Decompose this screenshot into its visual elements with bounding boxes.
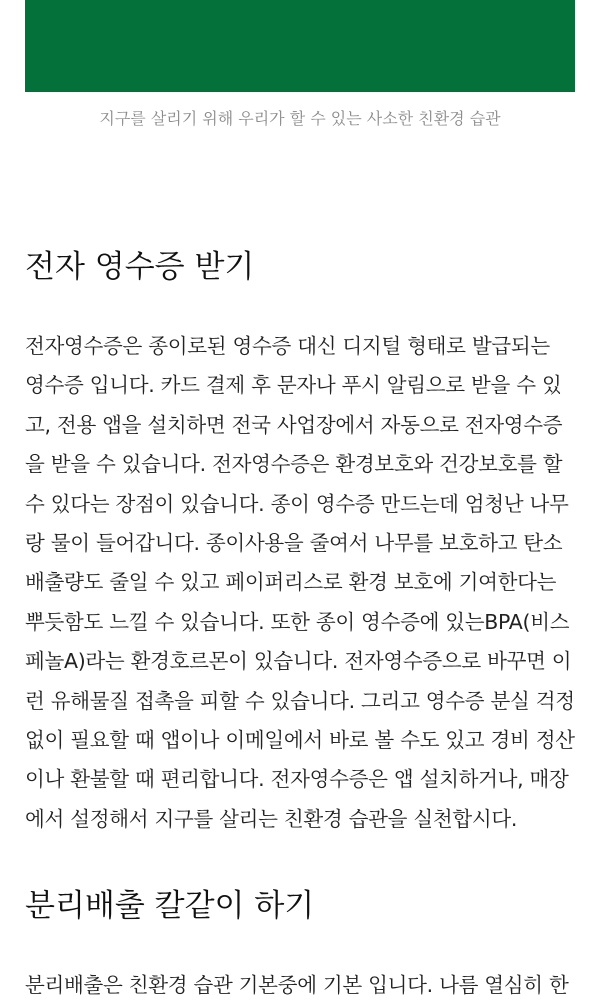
image-caption: 지구를 살리기 위해 우리가 할 수 있는 사소한 친환경 습관: [99, 109, 501, 128]
section-body-e-receipt: 전자영수증은 종이로된 영수증 대신 디지털 형태로 발급되는 영수증 입니다. 카드 결제 후 문자나 푸시 알림으로 받을 수 있고, 전용 앱을 설치하면 전국 사업장에서 자동으로 전자영수증을 받을 수 있습니다. 전자영수증은 환경보호와 건강보호를 할 수 있다는 장점이 있습니다. 종이 영수증 만드는데 엄청난 나무랑 물이 들어갑니다. 종이사용을 줄여서 나무를 보호하고 탄소 배출량도 줄일 수 있고 페이퍼리스로 환경 보호에 기여한다는 뿌듯함도 느낄 수 있습니다. 또한 종이 영수증에 있는BPA(비스페놀A)라는 환경호르몬이 있습니다. 전자영수증으로 바꾸면 이런 유해물질 접촉을 피할 수 있습니다. 그리고 영수증 분실 걱정 없이 필요할 때 앱이나 이메일에서 바로 볼 수도 있고 경비 정산이나 환불할 때 편리합니다. 전자영수증은 앱 설치하거나, 매장에서 설정해서 지구를 살리는 친환경 습관을 실천합시다.: [25, 334, 575, 831]
hero-image: [25, 0, 575, 92]
section-heading-e-receipt: 전자 영수증 받기: [25, 249, 255, 285]
section-body-recycling: 분리배출은 친환경 습관 기본중에 기본 입니다. 나름 열심히 한: [25, 973, 569, 997]
section-heading-recycling: 분리배출 칼같이 하기: [25, 888, 315, 924]
